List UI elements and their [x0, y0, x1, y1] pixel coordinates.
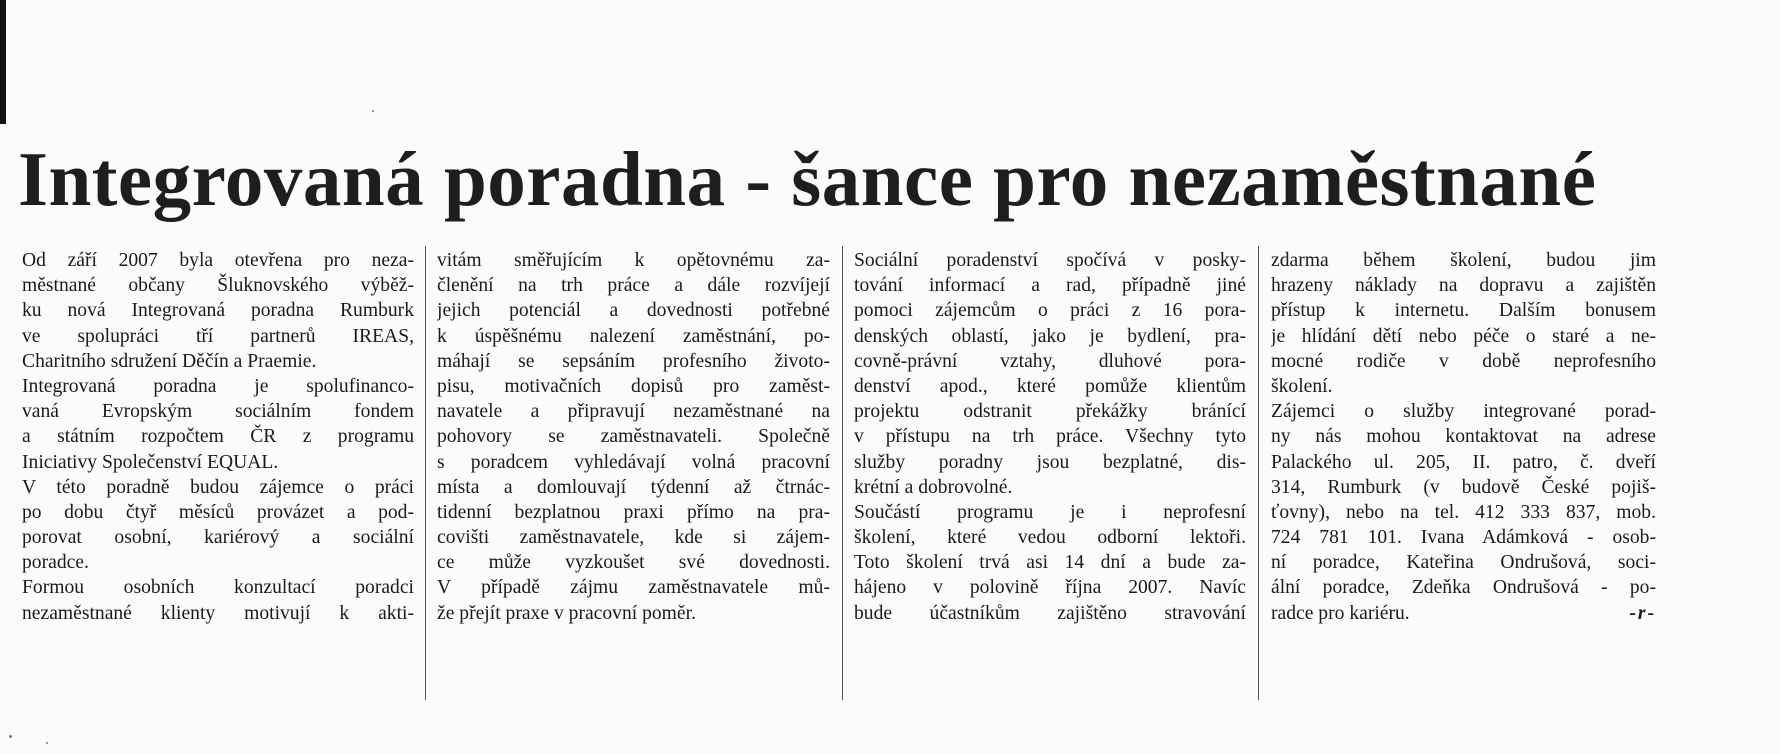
column-divider	[842, 246, 843, 700]
scan-speck	[372, 110, 374, 112]
text-line: Palackého ul. 205, II. patro, č. dveří	[1271, 451, 1656, 473]
text-line: mocné rodiče v době neprofesního	[1271, 350, 1656, 372]
text-line: s poradcem vyhledávají volná pracovní	[437, 451, 830, 473]
text-line: jejich potenciál a dovednosti potřebné	[437, 300, 830, 322]
text-line: navatele a připravují nezaměstnané na	[437, 401, 830, 423]
text-line: ce může vyzkoušet své dovednosti.	[437, 552, 830, 574]
text-line: ní poradce, Kateřina Ondrušová, soci-	[1271, 552, 1656, 574]
text-line: služby poradny jsou bezplatné, dis-	[854, 451, 1246, 473]
text-line: městnané občany Šluknovského výběž-	[22, 275, 414, 297]
text-line: po dobu čtyř měsíců provázet a pod-	[22, 501, 414, 523]
text-line: Sociální poradenství spočívá v posky-	[854, 250, 1246, 271]
article-column-2	[437, 248, 830, 626]
text-line: denství apod., které pomůže klientům	[854, 375, 1246, 397]
text-line: projektu odstranit překážky bránící	[854, 401, 1246, 423]
column-divider	[425, 246, 426, 700]
closing-line	[1271, 601, 1656, 626]
article-headline: Integrovaná poradna - šance pro nezaměstnané	[18, 136, 1597, 222]
text-line: pohovory se zaměstnavateli. Společně	[437, 426, 830, 448]
text-line: máhají se sepsáním profesního životo-	[437, 350, 830, 372]
text-line: členění na trh práce a dále rozvíjejí	[437, 275, 830, 297]
column-divider	[1258, 246, 1259, 700]
text-line: v přístupu na trh práce. Všechny tyto	[854, 426, 1246, 448]
text-line: pomoci zájemcům o práci z 16 pora-	[854, 300, 1246, 322]
text-line: hájeno v polovině října 2007. Navíc	[854, 577, 1246, 599]
text-line: Integrovaná poradna je spolufinanco-	[22, 375, 414, 397]
text-line: tování informací a rad, případně jiné	[854, 275, 1246, 297]
text-line: 314, Rumburk (v budově České pojiš-	[1271, 476, 1656, 498]
text-line: pisu, motivačních dopisů pro zaměst-	[437, 375, 830, 397]
text-line: Charitního sdružení Děčín a Praemie.	[22, 350, 317, 372]
text-line: Toto školení trvá asi 14 dní a bude za-	[854, 552, 1246, 574]
text-line: Od září 2007 byla otevřena pro neza-	[22, 250, 414, 271]
text-line: tidenní bezplatnou praxi přímo na pra-	[437, 501, 830, 523]
text-line: ve spolupráci tří partnerů IREAS,	[22, 325, 414, 347]
text-line: bude účastníkům zajištěno stravování	[854, 602, 1246, 624]
text-line: V této poradně budou zájemce o práci	[22, 476, 414, 498]
text-line: Iniciativy Společenství EQUAL.	[22, 451, 279, 473]
text-line: krétní a dobrovolné.	[854, 476, 1013, 498]
scan-edge-mark	[0, 0, 6, 124]
text-line: ťovny), nebo na tel. 412 333 837, mob.	[1271, 501, 1656, 523]
scan-speck	[9, 735, 12, 738]
text-line: denských oblastí, jako je bydlení, pra-	[854, 325, 1246, 347]
text-line: vitám směřujícím k opětovnému za-	[437, 250, 830, 271]
text-line: nezaměstnané klienty motivují k akti-	[22, 602, 414, 624]
text-line: školení.	[1271, 375, 1333, 397]
text-line: školení, které vedou odborní lektoři.	[854, 527, 1246, 549]
text-line: porovat osobní, kariérový a sociální	[22, 527, 414, 549]
text-line: zdarma během školení, budou jim	[1271, 250, 1656, 271]
text-line: je hlídání dětí nebo péče o staré a ne-	[1271, 325, 1656, 347]
article-column-3	[854, 248, 1246, 626]
text-line: ny nás mohou kontaktovat na adrese	[1271, 426, 1656, 448]
text-line: 724 781 101. Ivana Adámková - osob-	[1271, 527, 1656, 549]
scan-speck	[46, 742, 48, 744]
article-column-4	[1271, 248, 1656, 626]
text-line: Zájemci o služby integrované porad-	[1271, 401, 1656, 423]
text-line: vaná Evropským sociálním fondem	[22, 401, 414, 423]
text-line: Součástí programu je i neprofesní	[854, 501, 1246, 523]
text-line: V případě zájmu zaměstnavatele mů-	[437, 577, 830, 599]
text-line: že přejít praxe v pracovní poměr.	[437, 602, 696, 624]
article-column-1	[22, 248, 414, 626]
text-line: přístup k internetu. Dalším bonusem	[1271, 300, 1656, 322]
text-line: radce pro kariéru.	[1271, 602, 1410, 624]
text-line: k úspěšnému nalezení zaměstnání, po-	[437, 325, 830, 347]
text-line: a státním rozpočtem ČR z programu	[22, 426, 414, 448]
text-line: ální poradce, Zdeňka Ondrušová - po-	[1271, 577, 1656, 599]
text-line: covně-právní vztahy, dluhové pora-	[854, 350, 1246, 372]
text-line: ku nová Integrovaná poradna Rumburk	[22, 300, 414, 322]
text-line: covišti zaměstnavatele, kde si zájem-	[437, 527, 830, 549]
author-signature: -r-	[1629, 602, 1656, 624]
text-line: hrazeny náklady na dopravu a zajištěn	[1271, 275, 1656, 297]
text-line: Formou osobních konzultací poradci	[22, 577, 414, 599]
text-line: poradce.	[22, 552, 89, 574]
text-line: místa a domlouvají týdenní až čtrnác-	[437, 476, 830, 498]
